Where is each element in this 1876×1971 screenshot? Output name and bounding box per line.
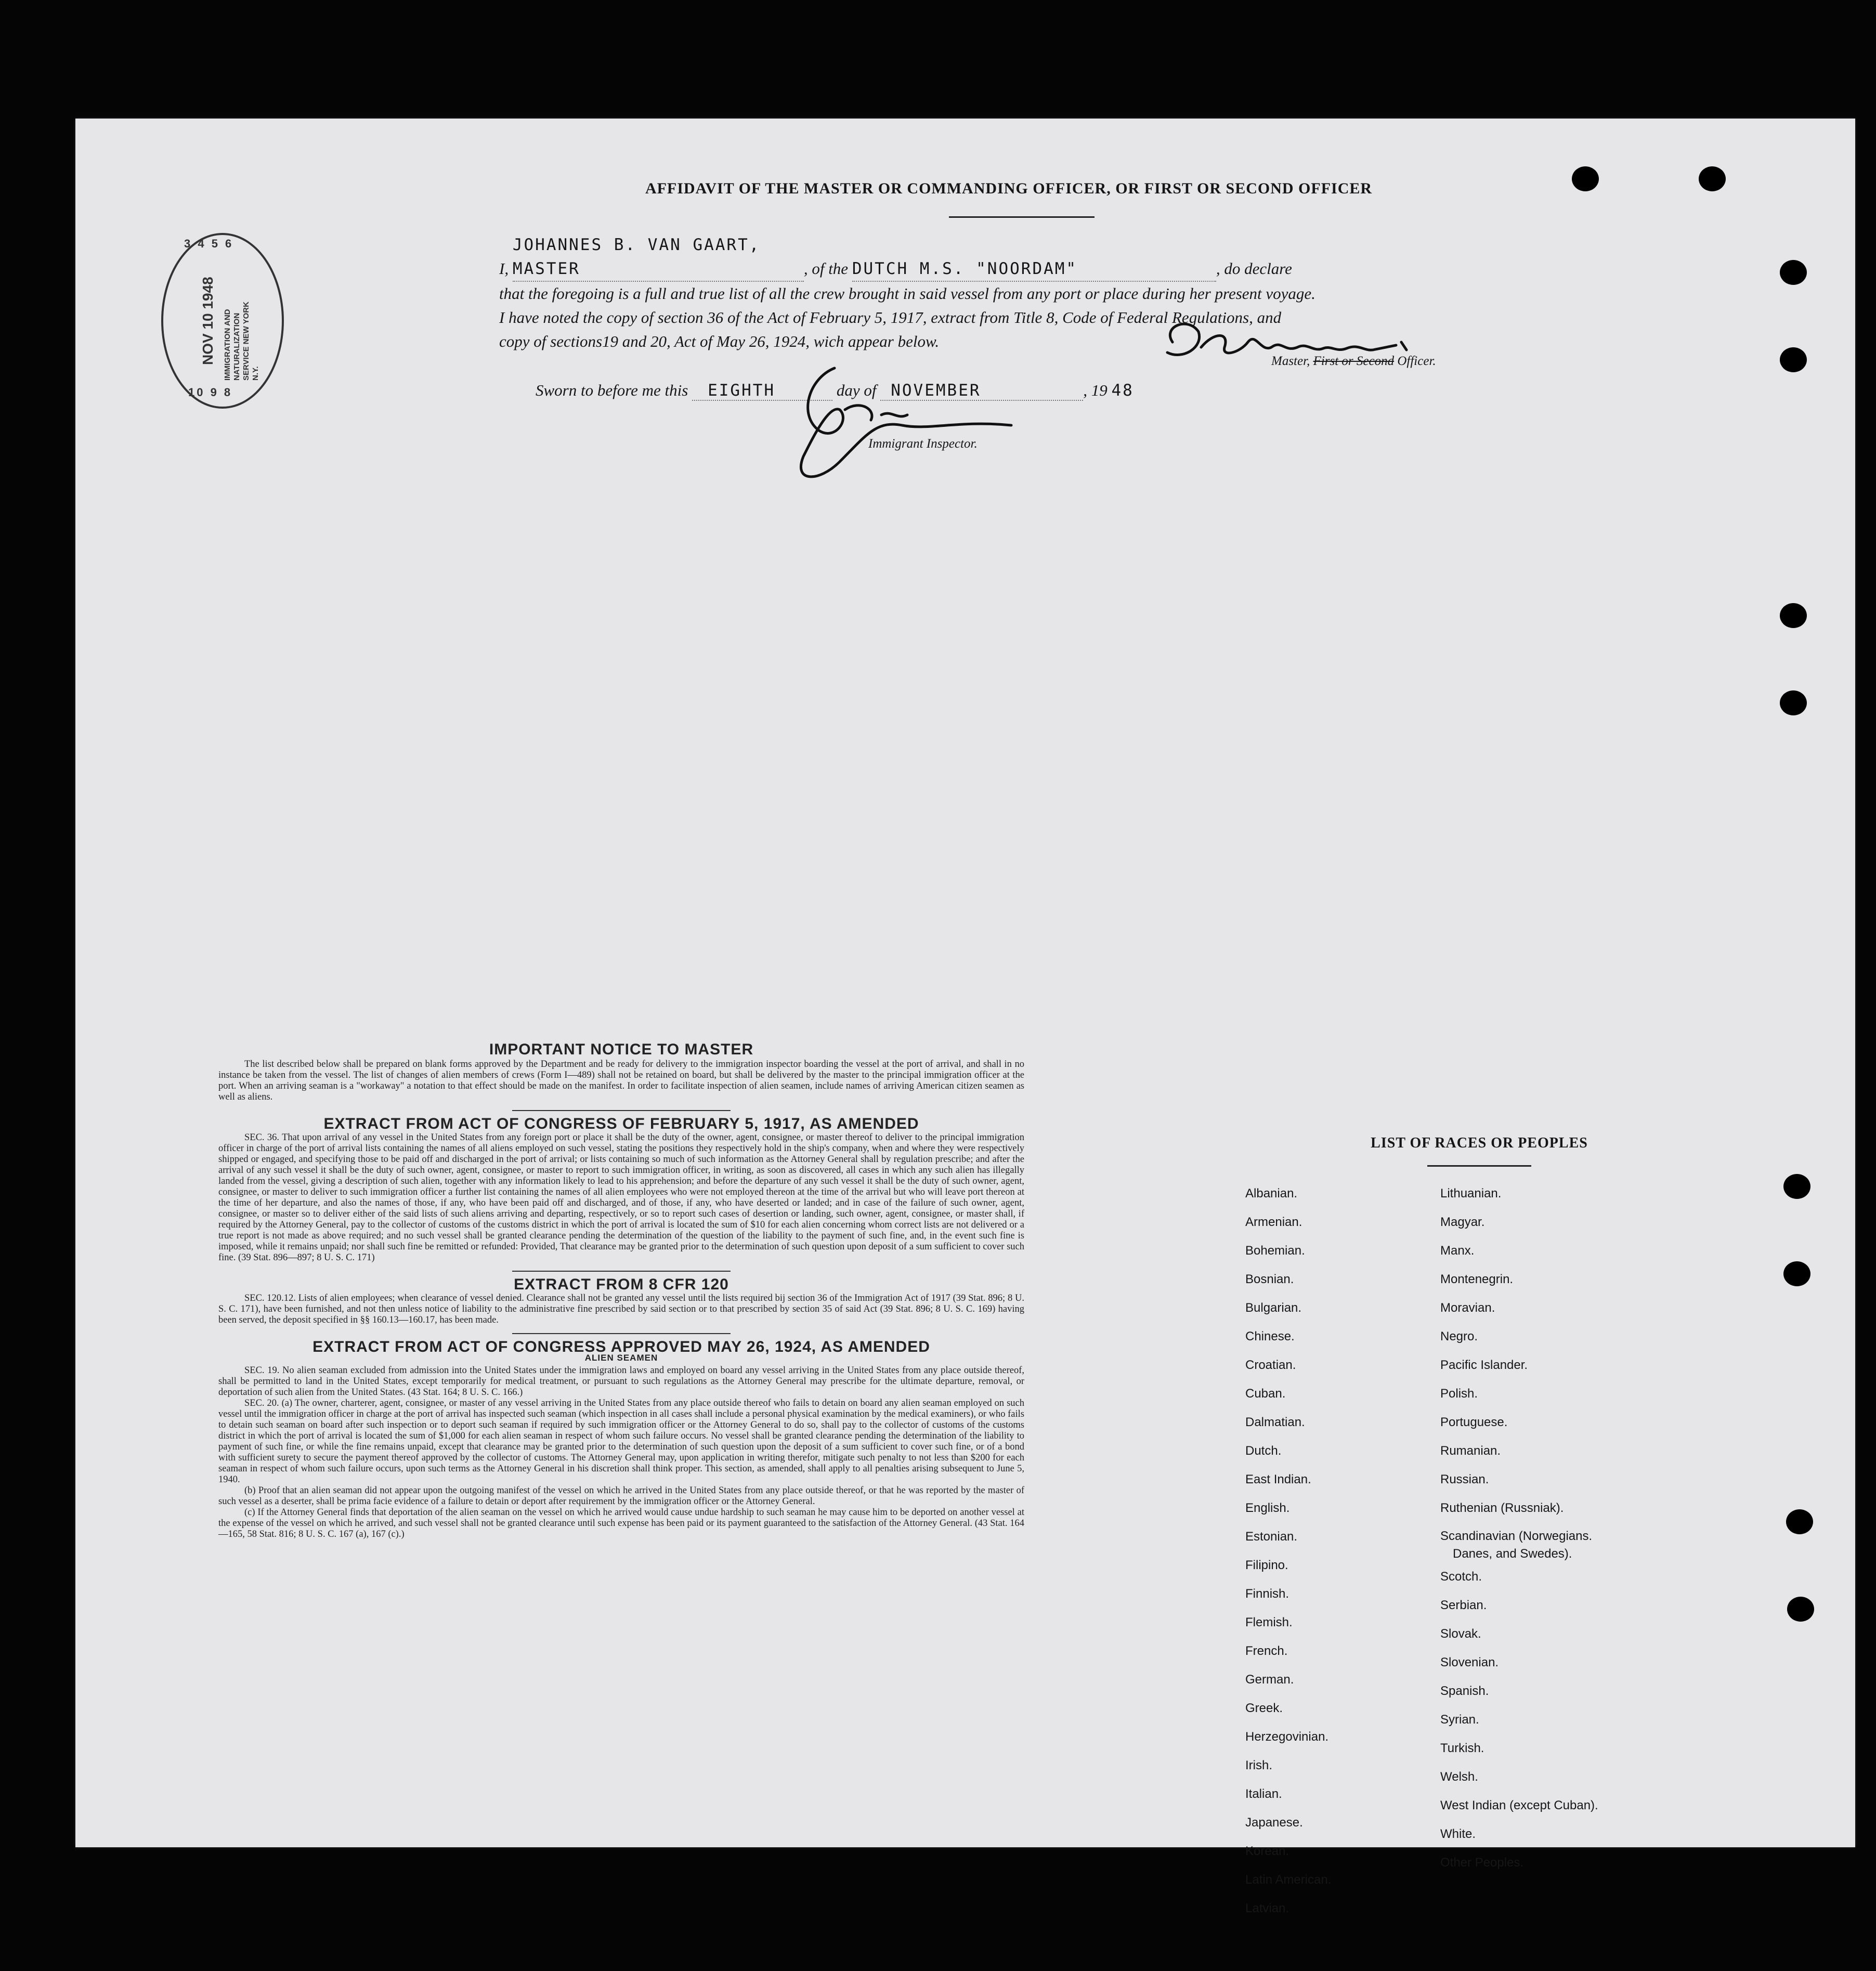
extract-1924-subtitle: ALIEN SEAMEN bbox=[584, 1353, 658, 1363]
extract-1924-sec20c: (c) If the Attorney General finds that deportation of the alien seaman on the vessel on which he arrived would cause undue hardship to such seaman he may cause him to be deported on another vessel at the expense of the vessel on which he arrived, and such vessel shall not be granted clearance until such expense has been paid or its payment guaranteed to the satisfaction of the Attorney General. (43 Stat. 164—165, 58 Stat. 816; 8 U. S. C. 167 (a), 167 (c).) bbox=[218, 1507, 1024, 1539]
extract-separator bbox=[512, 1333, 731, 1334]
race-item: Cuban. bbox=[1245, 1387, 1286, 1401]
notice-title: IMPORTANT NOTICE TO MASTER bbox=[489, 1041, 754, 1058]
race-item: Bulgarian. bbox=[1245, 1301, 1302, 1315]
affidavit-title: AFFIDAVIT OF THE MASTER OR COMMANDING OFFICER, OR FIRST OR SECOND OFFICER bbox=[645, 180, 1373, 197]
races-title-rule bbox=[1427, 1165, 1531, 1167]
race-item: Japanese. bbox=[1245, 1816, 1303, 1830]
race-item: Negro. bbox=[1440, 1329, 1478, 1343]
document-page bbox=[75, 119, 1855, 1915]
master-name-field: JOHANNES B. VAN GAART, MASTER bbox=[513, 233, 804, 282]
role-officer: Officer. bbox=[1397, 354, 1436, 368]
punch-hole bbox=[1780, 347, 1807, 372]
race-item: Scotch. bbox=[1440, 1570, 1482, 1584]
race-item: Bosnian. bbox=[1245, 1272, 1294, 1286]
notice-section bbox=[218, 1041, 1024, 1540]
inspector-label: Immigrant Inspector. bbox=[868, 437, 978, 451]
punch-hole bbox=[1780, 260, 1807, 285]
race-item: Finnish. bbox=[1245, 1587, 1289, 1601]
extract-1917-title: EXTRACT FROM ACT OF CONGRESS OF FEBRUARY 5, 1917, AS AMENDED bbox=[323, 1115, 919, 1132]
notice-separator bbox=[512, 1110, 731, 1111]
race-item: German. bbox=[1245, 1673, 1294, 1687]
race-item: Syrian. bbox=[1440, 1713, 1479, 1727]
punch-hole bbox=[1572, 166, 1599, 191]
punch-hole bbox=[1699, 166, 1726, 191]
races-list-left bbox=[1245, 1179, 1331, 1923]
declaration-line-4: copy of sections19 and 20, Act of May 26, 1924, wich appear below. bbox=[499, 332, 940, 350]
race-item: Other Peoples. bbox=[1440, 1856, 1524, 1870]
race-item: Russian. bbox=[1440, 1472, 1489, 1486]
race-item: Turkish. bbox=[1440, 1741, 1484, 1755]
race-item: Rumanian. bbox=[1440, 1444, 1501, 1458]
sworn-mid: day of bbox=[836, 381, 877, 399]
race-item-line: Scandinavian (Norwegians. bbox=[1440, 1529, 1593, 1543]
extract-1924-title: EXTRACT FROM ACT OF CONGRESS APPROVED MAY 26, 1924, AS AMENDED bbox=[312, 1338, 930, 1355]
race-item: Portuguese. bbox=[1440, 1415, 1508, 1429]
immigration-date-stamp bbox=[161, 233, 284, 409]
role-master: Master, bbox=[1271, 354, 1310, 368]
declaration-line-1 bbox=[499, 233, 1518, 282]
stamp-date: NOV 10 1948 bbox=[200, 277, 216, 365]
race-item: Dutch. bbox=[1245, 1444, 1282, 1458]
race-item: Ruthenian (Russniak). bbox=[1440, 1501, 1564, 1515]
sworn-year-prefix: , 19 bbox=[1083, 381, 1108, 399]
title-rule bbox=[949, 216, 1095, 218]
punch-hole bbox=[1786, 1509, 1813, 1534]
race-item: English. bbox=[1245, 1501, 1290, 1515]
punch-hole bbox=[1783, 1174, 1810, 1199]
race-item: Serbian. bbox=[1440, 1598, 1487, 1612]
race-item: Estonian. bbox=[1245, 1530, 1298, 1544]
race-item: White. bbox=[1440, 1827, 1476, 1841]
race-item: Lithuanian. bbox=[1440, 1186, 1502, 1200]
role-struck: First or Second bbox=[1313, 354, 1395, 368]
race-item: Dalmatian. bbox=[1245, 1415, 1305, 1429]
race-item: Greek. bbox=[1245, 1701, 1283, 1715]
race-item: Montenegrin. bbox=[1440, 1272, 1514, 1286]
signer-role bbox=[1271, 354, 1436, 369]
punch-hole bbox=[1787, 1597, 1814, 1622]
race-item: Korean. bbox=[1245, 1844, 1289, 1858]
sworn-month-field: NOVEMBER bbox=[880, 381, 1083, 401]
races-title: LIST OF RACES OR PEOPLES bbox=[1371, 1135, 1588, 1151]
race-item: Filipino. bbox=[1245, 1558, 1288, 1572]
race-item: Polish. bbox=[1440, 1387, 1478, 1401]
race-item-line: Danes, and Swedes). bbox=[1453, 1547, 1572, 1561]
race-item: Herzegovinian. bbox=[1245, 1730, 1329, 1744]
extract-1924-sec19: SEC. 19. No alien seaman excluded from admission into the United States under the immigration laws and employed on board any vessel arriving in the United States from any place outside thereof, shall be permitted to land in the United States, except temporarily for medical treatment, or pursuant to such regulations as the Attorney General may prescribe for the ultimate departure, removal, or deportation of such alien from the United States. (43 Stat. 164; 8 U. S. C. 166.) bbox=[218, 1365, 1024, 1398]
race-item: East Indian. bbox=[1245, 1472, 1311, 1486]
race-item bbox=[1440, 1522, 1598, 1562]
race-item: Croatian. bbox=[1245, 1358, 1296, 1372]
race-item: Slovenian. bbox=[1440, 1655, 1499, 1669]
decl-prefix: I, bbox=[499, 259, 509, 278]
race-item: Armenian. bbox=[1245, 1215, 1302, 1229]
notice-body: The list described below shall be prepared on blank forms approved by the Department and be ready for delivery to the immigration inspector boarding the vessel at the port of arrival, and shall in no instance be taken from the vessel. The list of changes of alien members of crews (Form I—489) shall not be retained on board, but shall be delivered by the master to the principal immigration officer at the port. When an arriving seaman is a "workaway" a notation to that effect should be made on the manifest. In order to facilitate inspection of alien seamen, include names of arriving American citizen seamen as well as aliens. bbox=[218, 1059, 1024, 1102]
vessel-name-field: DUTCH M.S. "NOORDAM" bbox=[852, 257, 1216, 282]
extract-cfr-title: EXTRACT FROM 8 CFR 120 bbox=[514, 1276, 729, 1293]
race-item: Pacific Islander. bbox=[1440, 1358, 1528, 1372]
race-item: Flemish. bbox=[1245, 1615, 1293, 1629]
punch-hole bbox=[1780, 690, 1807, 715]
stamp-digits-top: 3 4 5 6 bbox=[184, 237, 234, 250]
race-item: Irish. bbox=[1245, 1758, 1273, 1772]
extract-1924-sec20b: (b) Proof that an alien seaman did not appear upon the outgoing manifest of the vessel on which he arrived in the United States from any place outside thereof, or that he was reported by the master of such vessel as a deserter, shall be prima facie evidence of a failure to detain or deport after requirement by the immigration officer or the Attorney General. bbox=[218, 1485, 1024, 1507]
declaration-line-2: that the foregoing is a full and true list of all the crew brought in said vessel from any port or place during her present voyage. bbox=[499, 284, 1315, 303]
race-item: Manx. bbox=[1440, 1244, 1475, 1258]
inspector-signature bbox=[741, 358, 1074, 493]
punch-hole bbox=[1780, 603, 1807, 628]
sworn-day-field: EIGHTH bbox=[692, 381, 832, 401]
race-item: Latin American. bbox=[1245, 1873, 1332, 1887]
decl-mid: , of the bbox=[803, 259, 849, 278]
extract-cfr-body: SEC. 120.12. Lists of alien employees; when clearance of vessel denied. Clearance shall not be granted any vessel until the lists required bij section 36 of the Immigration Act of 1917 (39 Stat. 896; 8 U. S. C. 171), have been furnished, and not then unless notice of liability to the administrative fine prescribed by said section or to that prescribed by section 35 of said Act (39 Stat. 896; 8 U. S. C. 169) having been served, the deposit specified in §§ 160.13—160.17, has been made. bbox=[218, 1293, 1024, 1325]
extract-separator bbox=[512, 1271, 731, 1272]
race-item: Bohemian. bbox=[1245, 1244, 1305, 1258]
race-item: West Indian (except Cuban). bbox=[1440, 1798, 1598, 1812]
race-item: Welsh. bbox=[1440, 1770, 1478, 1784]
sworn-year-field: 48 bbox=[1111, 381, 1134, 400]
declaration-line-3: I have noted the copy of section 36 of the Act of February 5, 1917, extract from Title 8, Code of Federal Regulations, and bbox=[499, 308, 1282, 327]
race-item: Albanian. bbox=[1245, 1186, 1298, 1200]
sworn-prefix: Sworn to before me this bbox=[536, 381, 688, 399]
extract-1924-sec20a: SEC. 20. (a) The owner, charterer, agent, consignee, or master of any vessel arriving in the United States from any place outside thereof who fails to detain on board any alien seaman employed on such vessel until the immigration officer in charge at the port of arrival has inspected such seaman (which inspection in all cases shall include a personal physical examination by the medical examiners), or who fails to detain such seaman on board after such inspection or to deport such seaman if required by such immigration officer or the Attorney General to do so, shall pay to the collector of customs of the customs district in which the port of arrival is located the sum of $1,000 for each alien seaman in respect of whom such failure occurs. No vessel shall be granted clearance pending the determination of the liability to payment of such fine, or while the fine remains unpaid, except that clearance may be granted prior to the determination of such question upon the deposit of a sum sufficient to cover such fine, or of a bond with sufficient surety to secure the payment thereof approved by the collector of customs. The Attorney General may, upon application in writing therefor, mitigate such penalty to not less than $200 for each seaman in respect of whom such failure occurs, upon such terms as the Attorney General in his discretion shall think proper. This section, as amended, shall apply to all penalties arising subsequent to June 5, 1940. bbox=[218, 1398, 1024, 1485]
stamp-service-text: IMMIGRATION AND NATURALIZATION SERVICE NEW YORK N.Y. bbox=[223, 302, 260, 381]
extract-1917-body: SEC. 36. That upon arrival of any vessel in the United States from any foreign port or place it shall be the duty of the owner, agent, consignee, or master thereof to deliver to the principal immigration officer in charge of the port of arrival lists containing the names of all aliens employed on such vessel, stating the positions they respectively hold in the ship's company, when and where they were respectively shipped or engaged, and specifying those to be paid off and discharged in the port of arrival; or lists containing so much of such information as the Attorney General shall by regulation prescribe; and after the arrival of any such vessel it shall be the duty of such owner, agent, consignee, or master to report to such immigration officer, in writing, as soon as discovered, all cases in which any such alien has illegally landed from the vessel, giving a description of such alien, together with any information likely to lead to his apprehension; and before the departure of any such vessel it shall be the duty of such owner, agent, consignee, or master to deliver to such immigration officer a further list containing the names of all alien employees who were not employed thereon at the time of the arrival but who will leave port thereon at the time of her departure, and also the names of those, if any, who have been paid off and discharged, and of those, if any, who have deserted or landed; and in case of the failure of such owner, agent, consignee, or master so to deliver either of the said lists of such aliens arriving and departing, respectively, or so to report such cases of desertion or landing, such owner, agent, consignee, or master shall, if required by the Attorney General, pay to the collector of customs of the customs district in which the port of arrival is located the sum of $10 for each alien concerning whom correct lists are not delivered or a true report is not made as above required; and no such vessel shall be granted clearance pending the determination of the question of the liability to the payment of such fine, and, in the event such fine is imposed, while it remains unpaid; nor shall such fine be remitted or refunded: Provided, That clearance may be granted prior to the determination of such question upon deposit of a sum sufficient to cover such fine. (39 Stat. 896—897; 8 U. S. C. 171) bbox=[218, 1132, 1024, 1263]
race-item: Latvian. bbox=[1245, 1901, 1289, 1915]
race-item: Magyar. bbox=[1440, 1215, 1485, 1229]
race-item: French. bbox=[1245, 1644, 1288, 1658]
race-item: Spanish. bbox=[1440, 1684, 1489, 1698]
race-item: Moravian. bbox=[1440, 1301, 1495, 1315]
race-item: Italian. bbox=[1245, 1787, 1282, 1801]
punch-hole bbox=[1783, 1261, 1810, 1286]
decl-suffix: , do declare bbox=[1216, 259, 1292, 278]
race-item: Chinese. bbox=[1245, 1329, 1295, 1343]
race-item: Slovak. bbox=[1440, 1627, 1481, 1641]
stamp-digits-bottom: 10 9 8 bbox=[188, 386, 233, 399]
races-list-right bbox=[1440, 1179, 1598, 1877]
